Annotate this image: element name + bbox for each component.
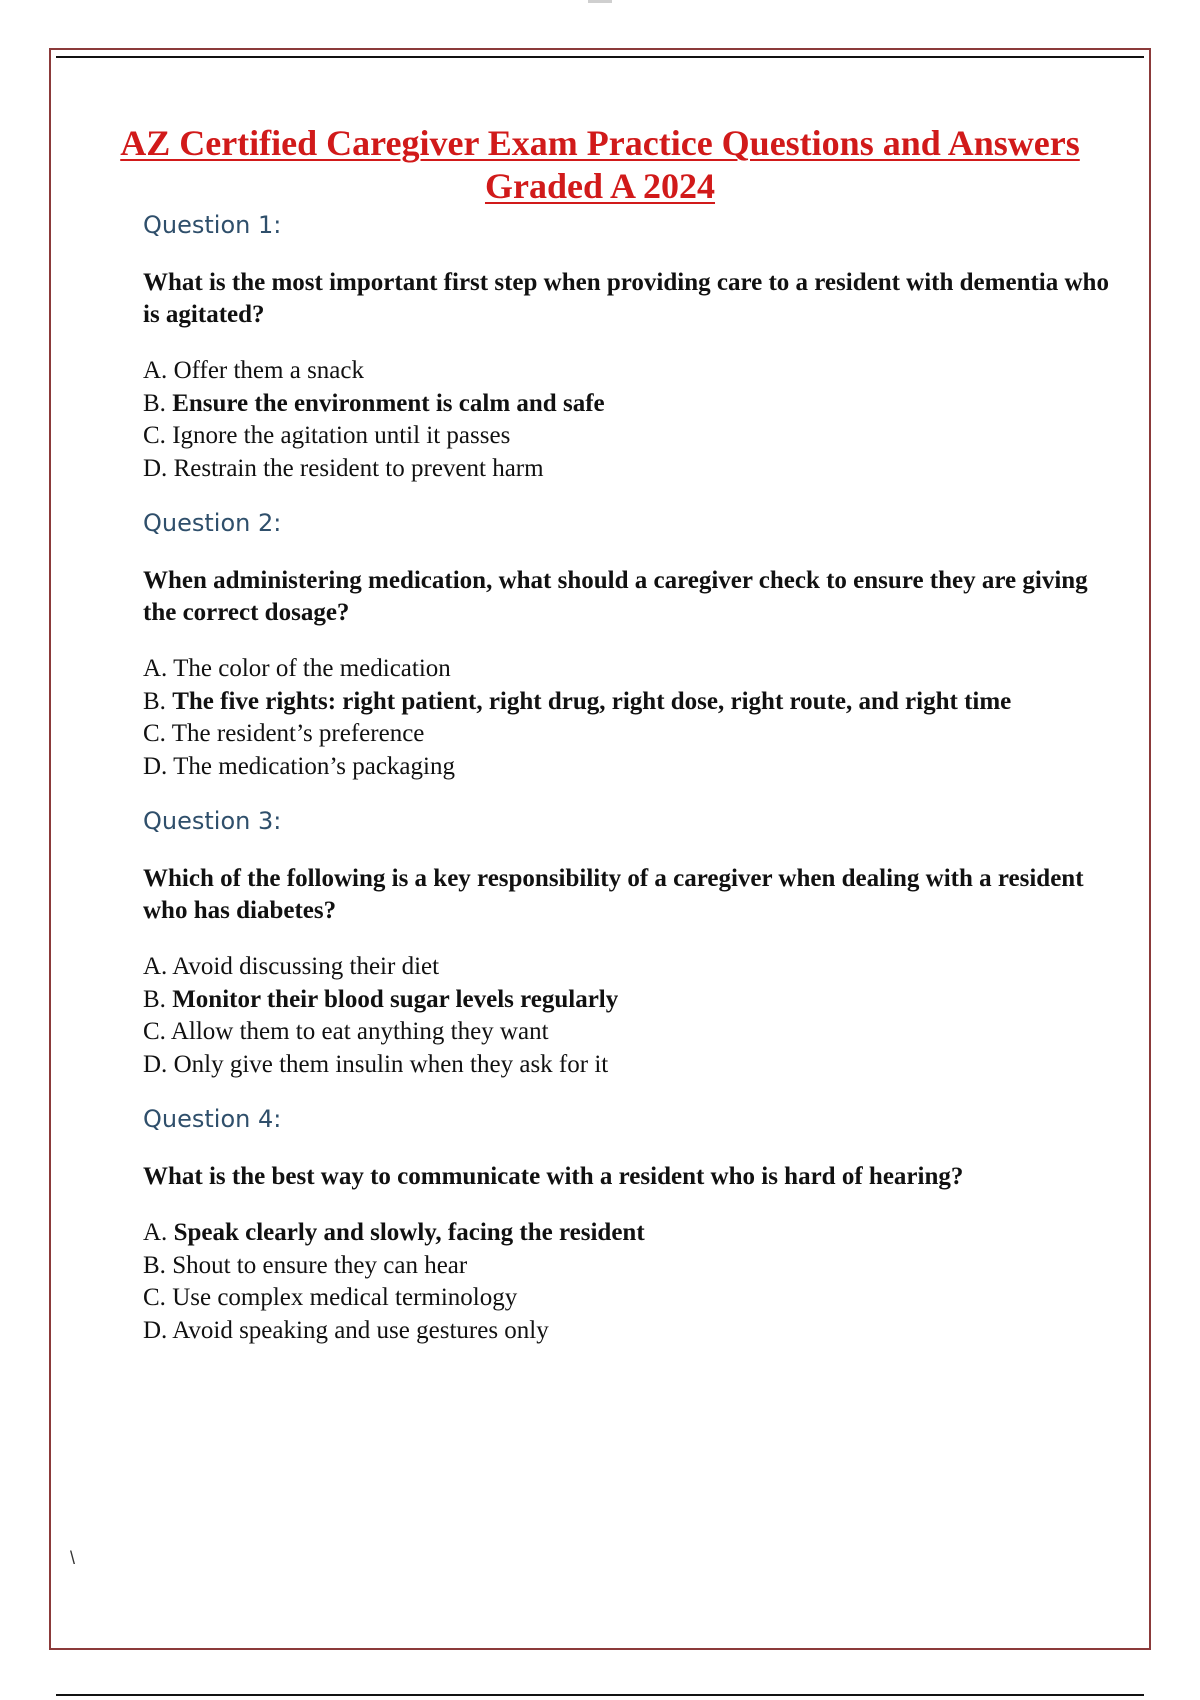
question-text: Which of the following is a key responsibility of a caregiver when dealing with a resident who has diabetes? [143, 865, 1084, 924]
option-letter: C. [143, 720, 166, 747]
bottom-rule [56, 1694, 1144, 1696]
question-text: What is the most important first step when providing care to a resident with dementia who is agitated? [143, 269, 1109, 328]
option-text: Allow them to eat anything they want [170, 1018, 549, 1045]
answer-option [143, 420, 1123, 453]
answer-option [143, 951, 1123, 984]
document-title-text: AZ Certified Caregiver Exam Practice Questions and Answers Graded A 2024 [120, 123, 1080, 206]
option-text: The resident’s preference [171, 720, 425, 747]
option-text: Only give them insulin when they ask for it [173, 1050, 609, 1078]
option-text: Avoid discussing their diet [172, 953, 440, 980]
question-block [143, 806, 1123, 1081]
answer-option-correct [143, 1217, 1123, 1250]
question-block [143, 508, 1123, 783]
option-letter: C. [143, 1284, 166, 1311]
option-letter: C. [143, 422, 166, 449]
answer-option [143, 355, 1123, 388]
option-letter: A. [143, 357, 168, 384]
option-text: The medication’s packaging [173, 752, 455, 780]
answer-option [143, 1250, 1123, 1283]
option-text: Avoid speaking and use gestures only [172, 1316, 549, 1344]
question-label: Question 4: [143, 1105, 282, 1133]
option-text-correct: The five rights: right patient, right drug, right dose, right route, and right time [172, 687, 1012, 715]
option-text-correct: Speak clearly and slowly, facing the resident [173, 1219, 645, 1246]
option-text-correct: Ensure the environment is calm and safe [172, 389, 605, 417]
option-letter: D. [143, 454, 168, 482]
option-letter: B. [143, 1251, 166, 1279]
answer-options [143, 1217, 1123, 1347]
question-label: Question 3: [143, 807, 282, 835]
question-block [143, 210, 1123, 485]
option-letter: C. [143, 1018, 166, 1045]
answer-option [143, 1049, 1123, 1082]
option-letter: B. [143, 389, 166, 417]
answer-option [143, 1282, 1123, 1315]
answer-option [143, 653, 1123, 686]
answer-options [143, 355, 1123, 485]
question-label: Question 1: [143, 211, 282, 239]
answer-option-correct [143, 984, 1123, 1017]
option-text: Offer them a snack [173, 357, 364, 384]
answer-options [143, 653, 1123, 783]
answer-option [143, 453, 1123, 486]
question-block [143, 1104, 1123, 1347]
option-letter: D. [143, 1316, 168, 1344]
answer-option [143, 1315, 1123, 1348]
question-text: When administering medication, what should a caregiver check to ensure they are giving the correct dosage? [143, 567, 1088, 626]
answer-option [143, 1016, 1123, 1049]
document-title [80, 122, 1120, 208]
question-list [143, 210, 1123, 1370]
question-label: Question 2: [143, 509, 282, 537]
answer-option [143, 718, 1123, 751]
answer-option-correct [143, 686, 1123, 719]
option-letter: D. [143, 1050, 168, 1078]
answer-option-correct [143, 388, 1123, 421]
top-rule [56, 56, 1144, 58]
option-text: Shout to ensure they can hear [172, 1251, 468, 1279]
stray-backslash-mark: \ [70, 1548, 76, 1568]
option-text: Use complex medical terminology [172, 1284, 518, 1311]
answer-options [143, 951, 1123, 1081]
answer-option [143, 751, 1123, 784]
top-page-mark [588, 0, 612, 3]
option-letter: B. [143, 687, 166, 715]
option-text: Ignore the agitation until it passes [172, 422, 511, 449]
option-letter: D. [143, 752, 168, 780]
option-letter: A. [143, 953, 168, 980]
question-text: What is the best way to communicate with a resident who is hard of hearing? [143, 1163, 964, 1190]
option-text: The color of the medication [173, 655, 451, 682]
option-text: Restrain the resident to prevent harm [173, 454, 544, 482]
option-letter: B. [143, 985, 166, 1013]
option-letter: A. [143, 655, 168, 682]
option-text-correct: Monitor their blood sugar levels regularly [172, 985, 619, 1013]
option-letter: A. [143, 1219, 168, 1246]
